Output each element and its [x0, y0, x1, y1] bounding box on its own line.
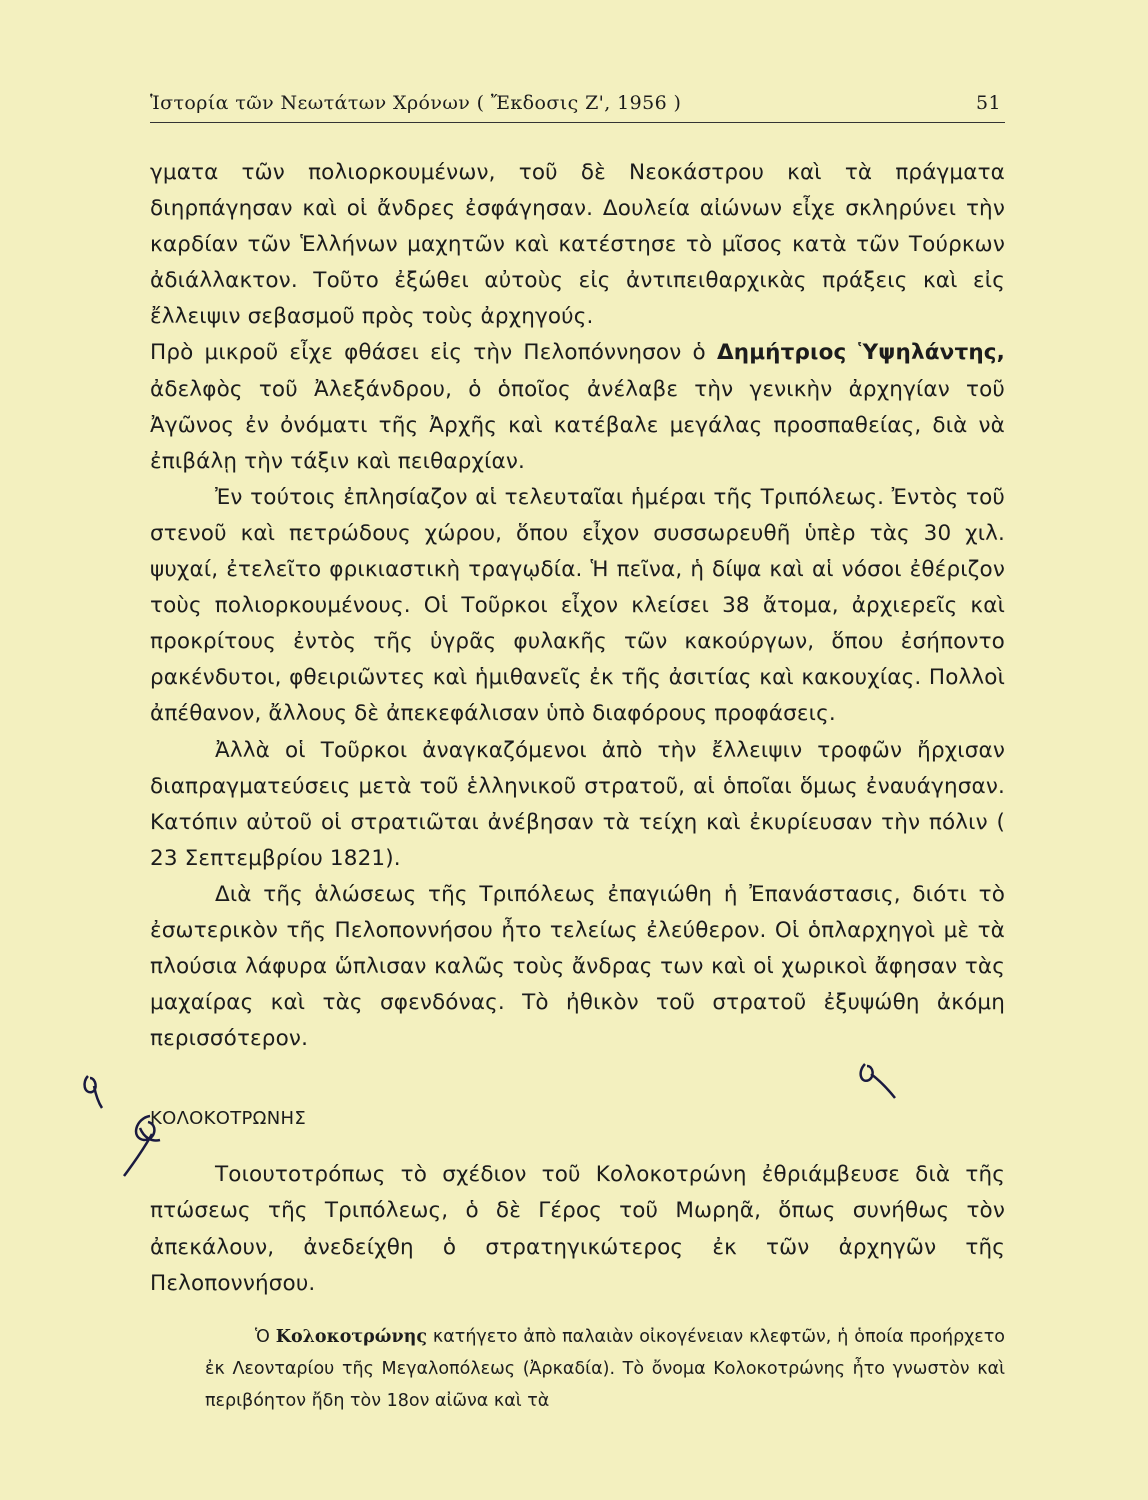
paragraph: Διὰ τῆς ἁλώσεως τῆς Τριπόλεως ἐπαγιώθη ἡ Ἐπανάστασις, διότι τὸ ἐσωτερικὸν τῆς Πελοποννήσου ἦτο τελείως ἐλεύθερον. Οἱ ὁπλαρχηγοὶ μὲ τὰ πλούσια λάφυρα ὥπλισαν καλῶς τοὺς ἄνδρας των καὶ οἱ χωρικοὶ ἄφησαν τὰς μαχαίρας καὶ τὰς σφενδόνας. Τὸ ἠθικὸν τοῦ στρατοῦ ἐξυψώθη ἀκόμη περισσότερον.	[150, 881, 1005, 1052]
running-header	[150, 88, 1005, 123]
paragraph: γματα τῶν πολιορκουμένων, τοῦ δὲ Νεοκάστρου καὶ τὰ πράγματα διηρπάγησαν καὶ οἱ ἄνδρες ἐσφάγησαν. Δουλεία αἰώνων εἶχε σκληρύνει τὴν καρδίαν τῶν Ἑλλήνων μαχητῶν καὶ κατέστησε τὸ μῖσος κατὰ τῶν Τούρκων ἀδιάλλακτον. Τοῦτο ἐξώθει αὐτοὺς εἰς ἀντιπειθαρχικὰς πράξεις καὶ εἰς ἔλλειψιν σεβασμοῦ πρὸς τοὺς ἀρχηγούς.	[150, 160, 1005, 330]
section-text	[150, 1157, 1005, 1302]
handwritten-mark-icon	[855, 1058, 905, 1106]
footnote	[205, 1321, 1005, 1417]
footnote-paragraph: Ὁ Κολοκοτρώνης κατήγετο ἀπὸ παλαιὰν οἰκογένειαν κλεφτῶν, ἡ ὁποία προήρχετο ἐκ Λεονταρίου τῆς Μεγαλοπόλεως (Ἀρκαδία). Τὸ ὄνομα Κολοκοτρώνης ἦτο γνωστὸν καὶ περιβόητον ἤδη τὸν 18ον αἰῶνα καὶ τὰ	[205, 1327, 1005, 1411]
paragraph: Ἐν τούτοις ἐπλησίαζον αἱ τελευταῖαι ἡμέραι τῆς Τριπόλεως. Ἐντὸς τοῦ στενοῦ καὶ πετρώδους χώρου, ὅπου εἶχον συσσωρευθῆ ὑπὲρ τὰς 30 χιλ. ψυχαί, ἐτελεῖτο φρικιαστικὴ τραγῳδία. Ἡ πεῖνα, ἡ δίψα καὶ αἱ νόσοι ἐθέριζον τοὺς πολιορκουμένους. Οἱ Τοῦρκοι εἶχον κλείσει 38 ἄτομα, ἀρχιερεῖς καὶ προκρίτους ἐντὸς τῆς ὑγρᾶς φυλακῆς τῶν κακούργων, ὅπου ἐσήποντο ρακένδυτοι, φθειριῶντες καὶ ἡμιθανεῖς ἐκ τῆς ἀσιτίας καὶ κακουχίας. Πολλοὶ ἀπέθανον, ἄλλους δὲ ἀπεκεφάλισαν ὑπὸ διαφόρους προφάσεις.	[150, 484, 1005, 727]
paragraph: Ἀλλὰ οἱ Τοῦρκοι ἀναγκαζόμενοι ἀπὸ τὴν ἔλλειψιν τροφῶν ἤρχισαν διαπραγματεύσεις μετὰ τοῦ ἑλληνικοῦ στρατοῦ, αἱ ὁποῖαι ὅμως ἐναυάγησαν. Κατόπιν αὐτοῦ οἱ στρατιῶται ἀνέβησαν τὰ τείχη καὶ ἐκυρίευσαν τὴν πόλιν ( 23 Σεπτεμβρίου 1821).	[150, 737, 1005, 871]
page-number: 51	[976, 92, 1001, 114]
header-title: Ἱστορία τῶν Νεωτάτων Χρόνων ( Ἔκδοσις Ζ', 1956 )	[150, 92, 682, 114]
footnote-bold-name: Κολοκοτρώνης	[275, 1327, 427, 1347]
paragraph: Τοιουτοτρόπως τὸ σχέδιον τοῦ Κολοκοτρώνη ἐθριάμβευσε διὰ τῆς πτώσεως τῆς Τριπόλεως, ὁ δὲ Γέρος τοῦ Μωρηᾶ, ὅπως συνήθως τὸν ἀπεκάλουν, ἀνεδείχθη ὁ στρατηγικώτερος ἐκ τῶν ἀρχηγῶν τῆς Πελοποννήσου.	[150, 1162, 1005, 1296]
bold-name: Δημήτριος Ὑψηλάντης,	[716, 340, 1005, 366]
paragraph: Πρὸ μικροῦ εἶχε φθάσει εἰς τὴν Πελοπόννησον ὁ Δημήτριος Ὑψηλάντης, ἀδελφὸς τοῦ Ἀλεξάνδρου, ὁ ὁποῖος ἀνέλαβε τὴν γενικὴν ἀρχηγίαν τοῦ Ἀγῶνος ἐν ὀνόματι τῆς Ἀρχῆς καὶ κατέβαλε μεγάλας προσπαθείας, διὰ νὰ ἐπιβάλῃ τὴν τάξιν καὶ πειθαρχίαν.	[150, 340, 1005, 474]
handwritten-mark-icon	[80, 1068, 170, 1178]
main-text	[150, 155, 1005, 1057]
section-heading: ΚΟΛΟΚΟΤΡΩΝΗΣ	[150, 1108, 307, 1129]
